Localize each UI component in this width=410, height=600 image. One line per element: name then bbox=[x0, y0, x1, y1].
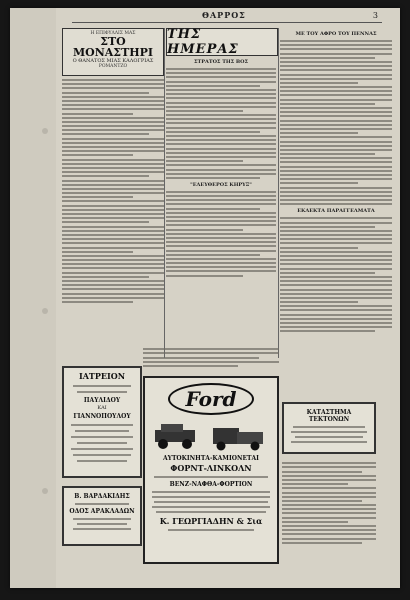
ford-advertisement bbox=[143, 376, 279, 564]
pharmacy-address: ΟΔΟΣ ΑΡΑΚΛΑΔΩΝ bbox=[69, 508, 135, 515]
serial-title: ΣΤΟ ΜΟΝΑΣΤΗΡΙ bbox=[72, 35, 154, 59]
ad-heading: ΙΑΤΡΕΙΟΝ bbox=[78, 371, 126, 381]
ford-ad-name: ΦΟΡΝΤ-ΛΙΝΚΟΛΝ bbox=[170, 463, 252, 473]
doctor-name-connector: ΚΑΙ bbox=[97, 405, 107, 411]
page-header bbox=[72, 8, 382, 23]
column-2 bbox=[166, 28, 276, 279]
store-advertisement bbox=[282, 402, 376, 454]
article-text bbox=[282, 460, 376, 546]
notice-text bbox=[143, 346, 279, 372]
column-masthead: ΤΗΣ ΗΜΕΡΑΣ bbox=[167, 27, 239, 57]
newspaper-title: ΘΑΡΡΟΣ bbox=[202, 10, 246, 20]
binding-hole bbox=[42, 308, 48, 314]
ford-ad-title: ΑΥΤΟΚΙΝΗΤΑ-ΚΑΜΙΟΝΕΤΑΙ bbox=[163, 455, 259, 462]
doctor-name: ΓΙΑΝΝΟΠΟΥΛΟΥ bbox=[73, 413, 131, 420]
serial-header-box bbox=[62, 28, 164, 76]
article-heading: ΜΕ ΤΟΥ ΑΦΡΟ ΤΟΥ ΠΕΝΝΑΣ bbox=[295, 31, 377, 37]
store-heading: ΚΑΤΑΣΤΗΜΑ ΤΕΚΤΟΝΩΝ bbox=[306, 409, 352, 423]
binding-hole bbox=[42, 488, 48, 494]
pharmacy-advertisement bbox=[62, 486, 142, 546]
serial-kicker: Η ΕΠΙΦΥΛΛΙΣ ΜΑΣ bbox=[90, 31, 136, 36]
newspaper-page bbox=[10, 8, 400, 588]
article-heading: "ΕΛΕΥΘΕΡΟΣ ΚΗΡΥΞ" bbox=[190, 181, 252, 188]
article-text bbox=[166, 68, 276, 179]
page-margin bbox=[10, 8, 56, 588]
article-heading: ΕΚΛΕΚΤΑ ΠΑΡΑΓΓΕΛΜΑΤΑ bbox=[297, 208, 375, 215]
serial-byline: ΡΟΜΑΝΤΖΟ bbox=[98, 64, 128, 69]
pharmacy-name: Β. ΒΑΡΔΑΚΙΔΗΣ bbox=[74, 493, 130, 500]
ford-logo bbox=[168, 383, 254, 415]
vehicles-illustration bbox=[151, 418, 271, 452]
column-1 bbox=[62, 28, 164, 305]
binding-hole bbox=[42, 128, 48, 134]
page-number: 3 bbox=[372, 10, 378, 20]
article-heading: ΣΤΡΑΤΟΣ ΤΗΣ ΒΟΣ bbox=[193, 59, 249, 65]
ford-ad-agent: Κ. ΓΕΩΡΓΙΑΔΗΝ & Σια bbox=[159, 516, 263, 526]
article-text bbox=[62, 79, 164, 303]
column-rule bbox=[164, 28, 165, 358]
ford-ad-fuel: ΒΕΝΖ-ΝΑΦΘΑ-ΦΟΡΤΙΟΝ bbox=[169, 481, 253, 488]
doctor-name: ΠΑΥΛΙΔΟΥ bbox=[83, 397, 121, 404]
column-3 bbox=[280, 28, 392, 335]
column-masthead-box bbox=[166, 28, 278, 56]
serial-subtitle: Ο ΘΑΝΑΤΟΣ ΜΙΑΣ ΚΑΛΟΓΡΙΑΣ bbox=[72, 58, 154, 64]
car-truck-icon bbox=[151, 418, 271, 452]
column-rule bbox=[278, 28, 279, 358]
article-text bbox=[280, 40, 392, 205]
article-text bbox=[166, 191, 276, 277]
article-text bbox=[280, 217, 392, 332]
ford-logo-text: Ford bbox=[185, 387, 237, 411]
doctor-advertisement bbox=[62, 366, 142, 478]
